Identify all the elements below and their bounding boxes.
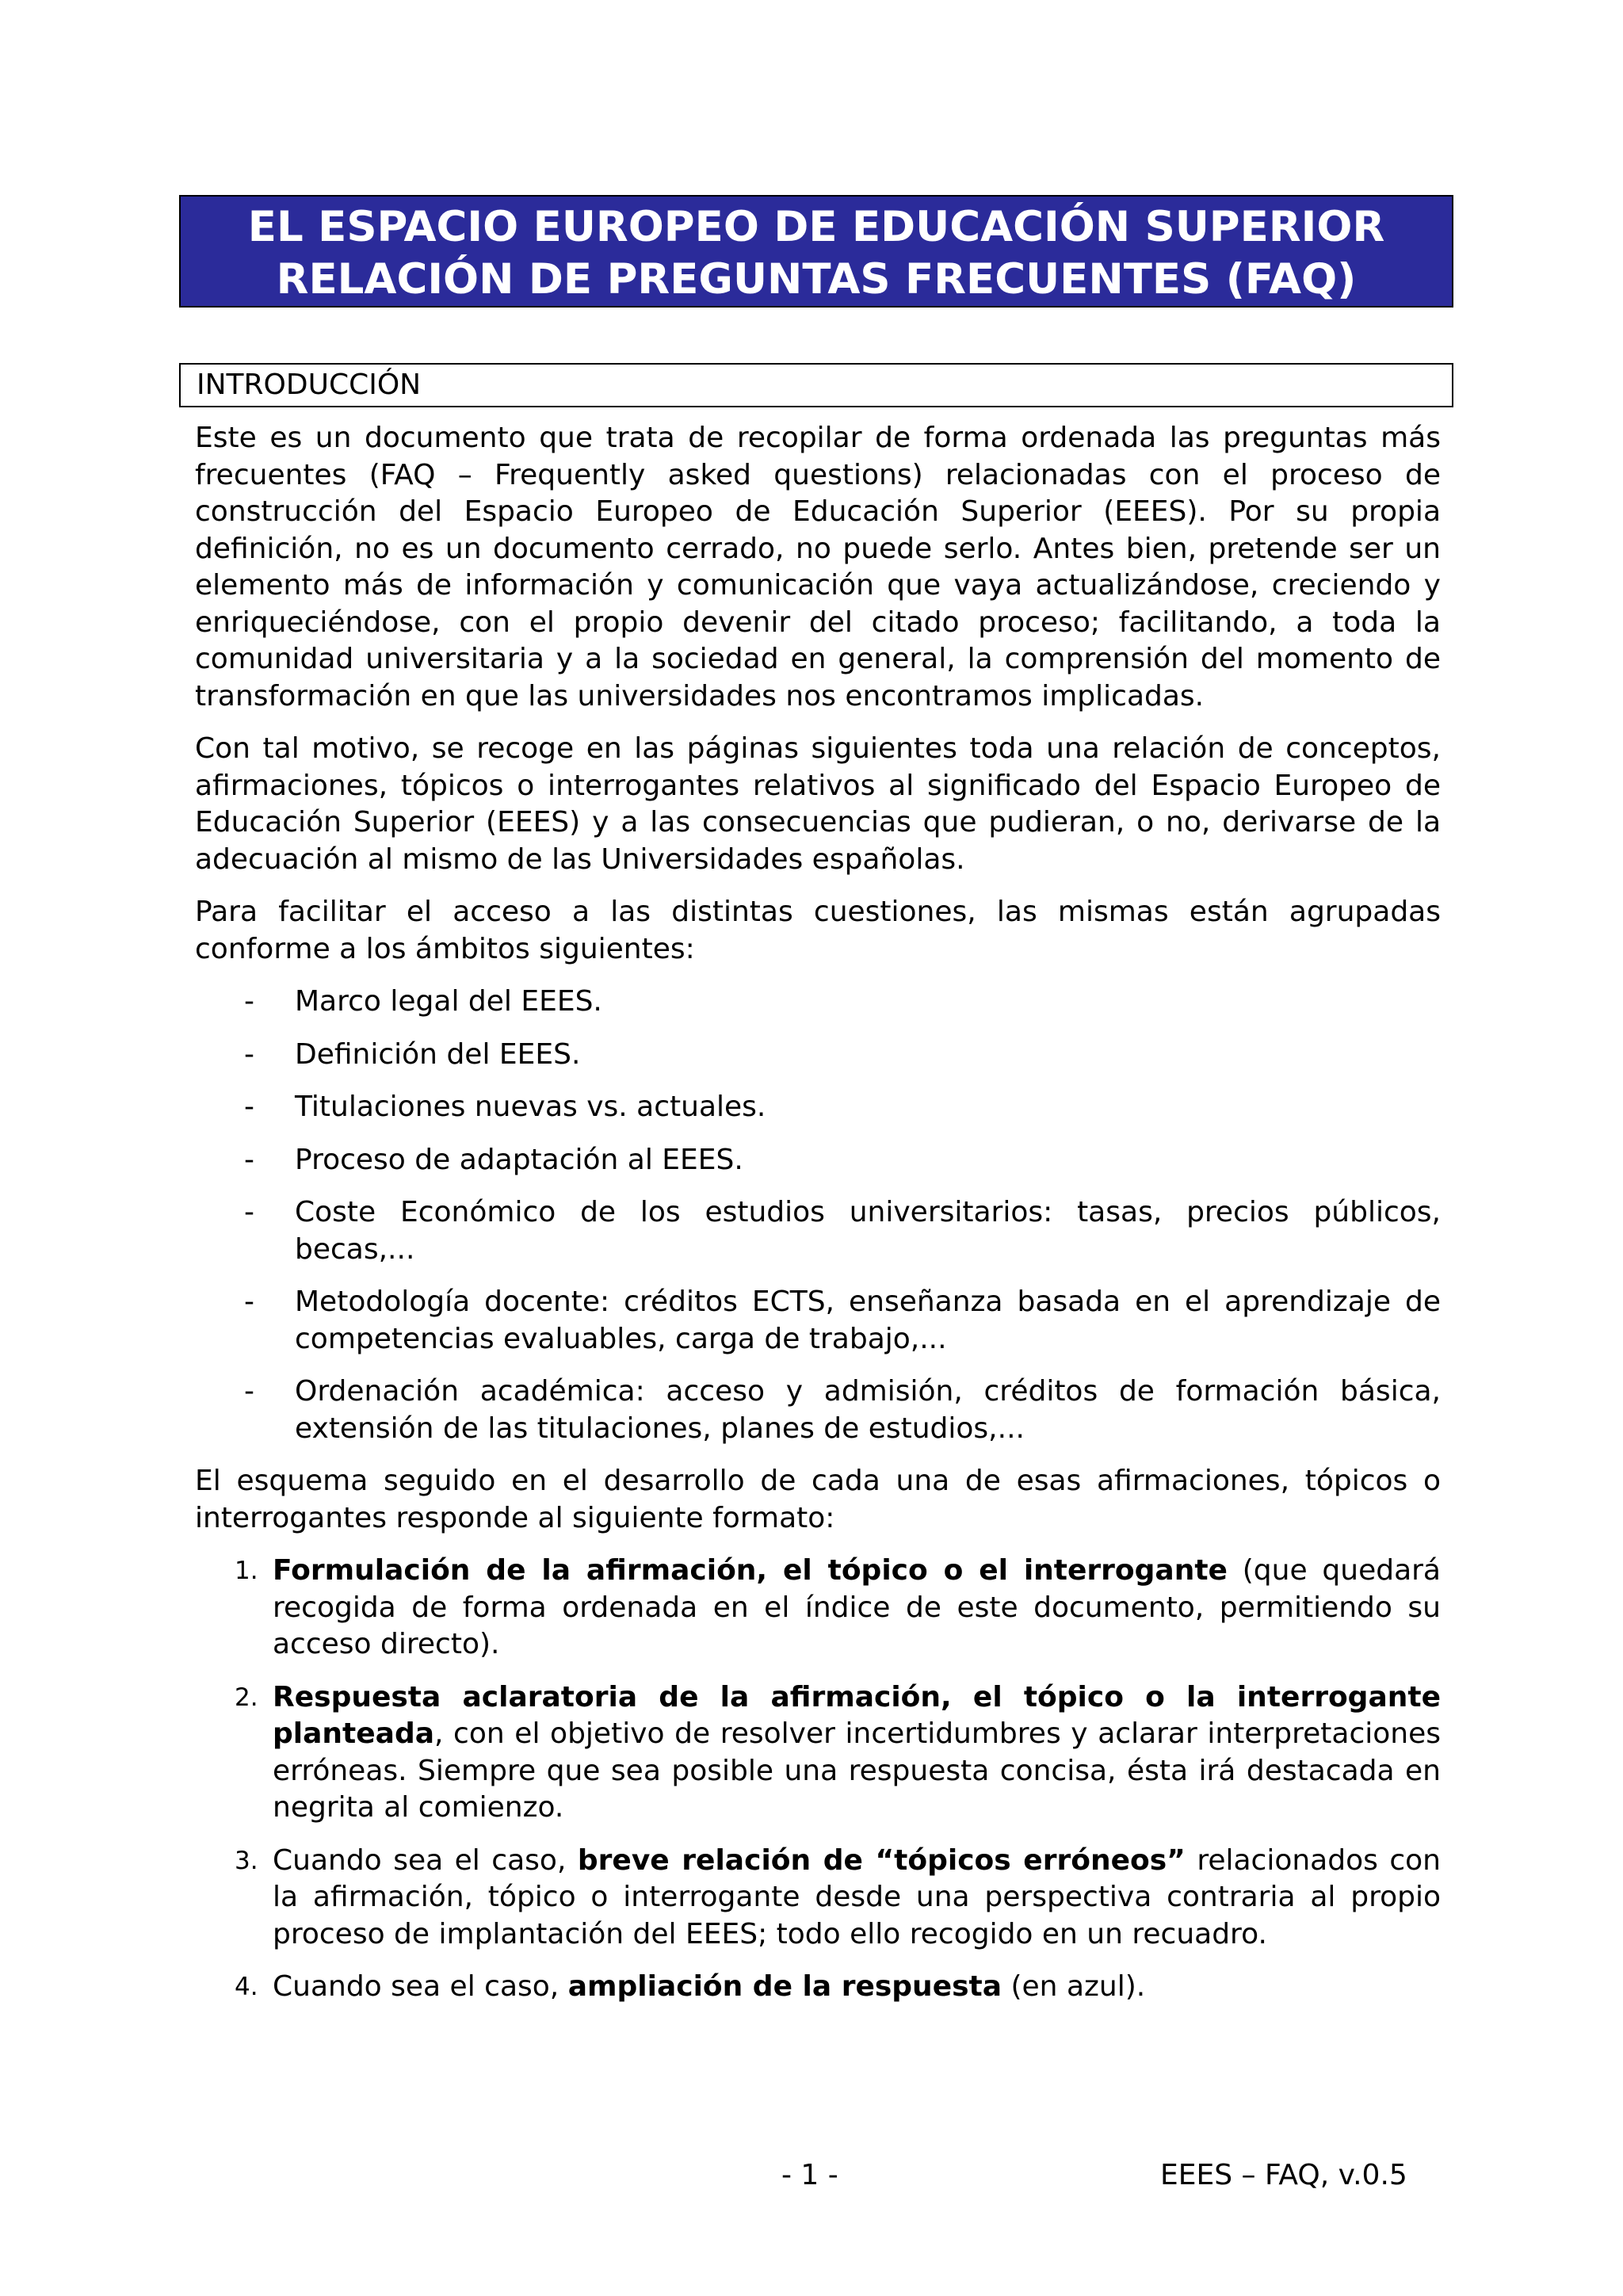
format-item [195,1843,1441,1954]
item-bold: Respuesta aclaratoria de la afirmación, el tópico o la interrogante planteada [273,1680,1441,1750]
item-pre: Cuando sea el caso, [273,1843,578,1877]
section-heading-box [179,363,1453,407]
item-bold: ampliación de la respuesta [567,1970,1002,2003]
format-item [195,1553,1441,1664]
intro-paragraph-4: El esquema seguido en el desarrollo de cada una de esas afirmaciones, tópicos o interrogantes responde al siguiente formato: [195,1465,1441,1534]
item-bold: breve relación de “tópicos erróneos” [577,1843,1186,1877]
list-item: - Definición del EEES. [195,1037,1441,1074]
item-number: 4. [235,1973,258,2001]
item-number: 3. [235,1846,258,1875]
item-post: (en azul). [1002,1970,1146,2003]
document-body [195,420,1441,2022]
title-line-2: RELACIÓN DE PREGUNTAS FRECUENTES (FAQ) [276,255,1357,304]
item-number: 2. [235,1683,258,1712]
format-list [195,1553,1441,2006]
item-number: 1. [235,1557,258,1585]
format-item [195,1679,1441,1827]
intro-paragraph-2: Con tal motivo, se recoge en las páginas siguientes toda una relación de conceptos, afirmaciones, tópicos o interrogantes relativos al significado del Espacio Europeo de Educación Superior (EEES) y a las consecuencias que pudieran, o no, derivarse de la adecuación al mismo de las Universidades españolas. [195,732,1441,876]
intro-paragraph-3: Para facilitar el acceso a las distintas cuestiones, las mismas están agrupadas conforme a los ámbitos siguientes: [195,896,1441,965]
format-item [195,1969,1441,2006]
item-bold: Formulación de la afirmación, el tópico o el interrogante [273,1554,1228,1587]
list-item: - Coste Económico de los estudios universitarios: tasas, precios públicos, becas,... [195,1194,1441,1268]
section-heading: INTRODUCCIÓN [197,369,422,401]
title-line-1: EL ESPACIO EUROPEO DE EDUCACIÓN SUPERIOR [247,203,1385,251]
item-post: (que quedará recogida de forma ordenada en el índice de este documento, permitiendo su acceso directo). [273,1554,1441,1660]
list-item: - Titulaciones nuevas vs. actuales. [195,1089,1441,1126]
intro-paragraph-1: Este es un documento que trata de recopilar de forma ordenada las preguntas más frecuentes (FAQ – Frequently asked questions) relacionadas con el proceso de construcción del Espacio Europeo de Educación Superior (EEES). Por su propia definición, no es un documento cerrado, no puede serlo. Antes bien, pretende ser un elemento más de información y comunicación que vaya actualizándose, creciendo y enriqueciéndose, con el propio devenir del citado proceso; facilitando, a toda la comunidad universitaria y a la sociedad en general, la comprensión del momento de transformación en que las universidades nos encontramos implicadas. [195,422,1441,712]
title-banner [179,195,1453,308]
areas-list [195,984,1441,1447]
item-post: relacionados con la afirmación, tópico o interrogante desde una perspectiva contraria al propio proceso de implantación del EEES; todo ello recogido en un recuadro. [273,1843,1442,1950]
list-item: - Ordenación académica: acceso y admisión, créditos de formación básica, extensión de las titulaciones, planes de estudios,... [195,1373,1441,1447]
list-item: - Proceso de adaptación al EEES. [195,1142,1441,1179]
item-post: , con el objetivo de resolver incertidumbres y aclarar interpretaciones erróneas. Siempre que sea posible una respuesta concisa, ésta irá destacada en negrita al comienzo. [273,1717,1441,1824]
page-number: - 1 - [781,2159,838,2191]
list-item: - Metodología docente: créditos ECTS, enseñanza basada en el aprendizaje de competencias evaluables, carga de trabajo,... [195,1284,1441,1358]
document-version: EEES – FAQ, v.0.5 [1160,2159,1407,2191]
item-pre: Cuando sea el caso, [273,1970,568,2003]
list-item: - Marco legal del EEES. [195,984,1441,1021]
